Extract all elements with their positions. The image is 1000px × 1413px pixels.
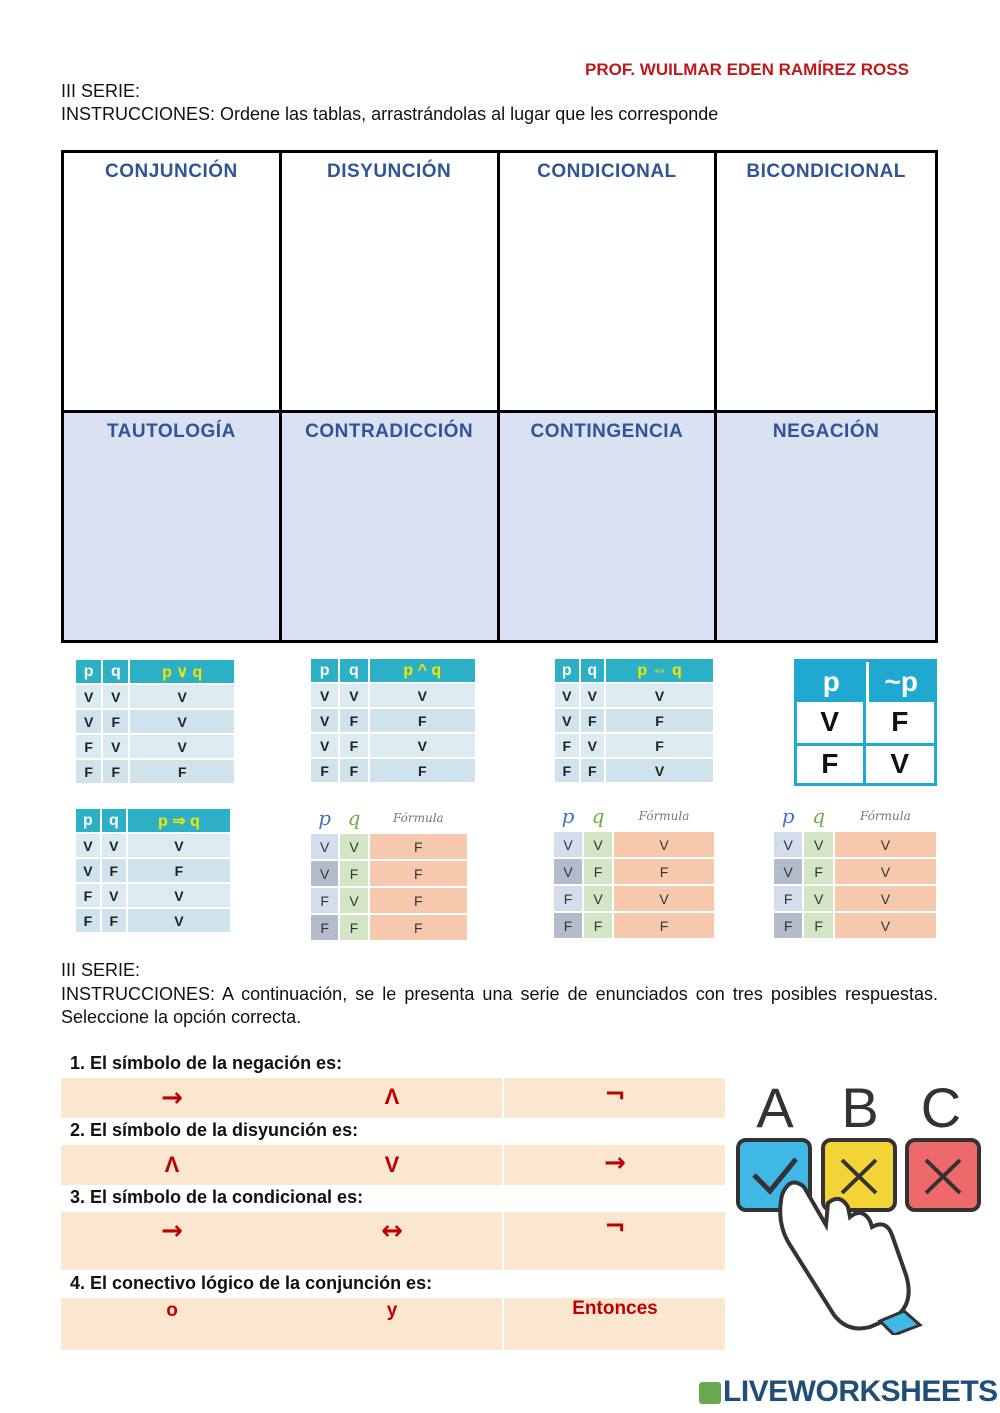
table-cell: V <box>103 685 128 708</box>
table-cell: V <box>311 709 338 732</box>
table-cell: F <box>340 709 367 732</box>
table-cell: F <box>76 909 100 932</box>
table-cell: F <box>581 759 605 782</box>
neg-cell: F <box>797 743 866 784</box>
drop-zone-contingencia[interactable] <box>500 413 718 640</box>
table-cell: V <box>606 759 713 782</box>
table-cell: F <box>311 915 338 940</box>
table-cell: F <box>370 861 467 886</box>
table-cell: V <box>614 832 714 857</box>
abc-choice-illustration <box>730 1075 992 1335</box>
table-cell: V <box>340 888 367 913</box>
option-b[interactable]: Λ <box>384 1084 400 1109</box>
drop-zone-label: DISYUNCIÓN <box>326 161 452 182</box>
letter-b: B <box>841 1076 879 1139</box>
table-cell: V <box>584 886 612 911</box>
table-cell: V <box>555 684 579 707</box>
draggable-table-disjunction[interactable] <box>74 658 236 785</box>
table-header: p ⇔ q <box>606 659 713 682</box>
table-cell: F <box>340 915 367 940</box>
table-cell: V <box>835 832 936 857</box>
option-c[interactable]: → <box>604 1148 626 1178</box>
table-cell: F <box>102 909 126 932</box>
answer-row-3 <box>61 1212 725 1270</box>
draggable-table-biconditional[interactable] <box>553 657 715 784</box>
table-cell: F <box>555 759 579 782</box>
table-header: p ⇒ q <box>128 809 230 832</box>
answer-row-2 <box>61 1145 725 1185</box>
question-2: 2. El símbolo de la disyunción es: <box>70 1120 359 1140</box>
table-cell: F <box>804 913 832 938</box>
table-header: q <box>102 809 126 832</box>
table-cell: V <box>130 685 234 708</box>
table-header: p <box>555 659 579 682</box>
neg-cell: F <box>891 706 909 738</box>
table-cell: F <box>804 859 832 884</box>
table-cell: F <box>554 886 582 911</box>
table-header: q <box>812 804 826 828</box>
table-header: q <box>347 806 361 830</box>
table-cell: F <box>606 709 713 732</box>
table-cell: F <box>130 760 234 783</box>
letter-c: C <box>920 1076 962 1139</box>
table-cell: V <box>76 685 101 708</box>
table-cell: V <box>76 859 100 882</box>
table-cell: F <box>774 913 802 938</box>
drop-zone-label: CONTRADICCIÓN <box>305 421 474 442</box>
question-1: 1. El símbolo de la negación es: <box>70 1053 343 1073</box>
table-cell: F <box>76 735 101 758</box>
option-c[interactable]: ¬ <box>604 1080 626 1110</box>
brand-logo-icon <box>699 1382 721 1404</box>
table-cell: F <box>370 834 467 859</box>
neg-cell: V <box>866 743 935 784</box>
table-header: Fórmula <box>638 809 690 823</box>
table-cell: V <box>340 684 367 707</box>
table-cell: V <box>128 909 230 932</box>
table-cell: V <box>774 859 802 884</box>
table-cell: F <box>584 913 612 938</box>
table-cell: F <box>76 760 101 783</box>
table-cell: V <box>774 832 802 857</box>
table-cell: F <box>584 859 612 884</box>
option-a[interactable]: o <box>166 1300 178 1321</box>
table-cell: V <box>128 884 230 907</box>
table-cell: F <box>128 859 230 882</box>
table-cell: V <box>370 684 475 707</box>
drop-zone-label: CONTINGENCIA <box>530 421 684 442</box>
neg-header-p: p <box>797 662 866 702</box>
answer-row-1 <box>61 1078 725 1118</box>
table-cell: V <box>804 886 832 911</box>
table-cell: V <box>128 834 230 857</box>
drop-zone-label: NEGACIÓN <box>772 421 880 442</box>
drop-zone-label: CONJUNCIÓN <box>105 161 238 182</box>
option-b[interactable]: ↔ <box>381 1216 403 1246</box>
table-cell: V <box>581 684 605 707</box>
brand-logo[interactable] <box>699 1375 998 1409</box>
table-cell: V <box>311 834 338 859</box>
serie-label-1: III SERIE: <box>61 81 141 101</box>
option-a[interactable]: Λ <box>164 1152 180 1177</box>
table-cell: F <box>370 709 475 732</box>
serie-label-2: III SERIE: <box>61 960 141 980</box>
table-cell: V <box>130 735 234 758</box>
table-cell: V <box>311 734 338 757</box>
drop-zone-tautologia[interactable] <box>64 413 282 640</box>
table-header: Fórmula <box>392 811 444 825</box>
table-cell: F <box>340 734 367 757</box>
question-3: 3. El símbolo de la condicional es: <box>70 1187 364 1207</box>
draggable-table-formula-2[interactable] <box>552 800 716 940</box>
table-cell: F <box>103 760 128 783</box>
table-cell: F <box>76 884 100 907</box>
option-b[interactable]: V <box>384 1152 400 1177</box>
table-header: p <box>311 659 338 682</box>
option-c[interactable]: ¬ <box>604 1212 626 1242</box>
table-cell: V <box>584 832 612 857</box>
option-b[interactable]: y <box>386 1300 398 1321</box>
neg-header-notp: ~p <box>866 662 935 702</box>
table-cell: F <box>370 888 467 913</box>
table-cell: V <box>581 734 605 757</box>
table-header: q <box>591 804 605 828</box>
table-header: p <box>318 806 332 830</box>
table-cell: F <box>581 709 605 732</box>
table-cell: V <box>614 886 714 911</box>
table-cell: F <box>103 710 128 733</box>
table-cell: V <box>606 684 713 707</box>
table-header: p <box>781 804 795 828</box>
table-header: p <box>76 660 101 683</box>
table-cell: F <box>370 915 467 940</box>
answer-row-4 <box>61 1298 725 1350</box>
table-header: p ∨ q <box>130 660 234 683</box>
table-cell: F <box>370 759 475 782</box>
option-a[interactable]: → <box>161 1216 183 1246</box>
letter-a: A <box>756 1076 794 1139</box>
table-cell: V <box>835 859 936 884</box>
table-cell: V <box>370 734 475 757</box>
drop-zone-bicondicional[interactable] <box>717 153 935 413</box>
table-cell: V <box>103 735 128 758</box>
instructions-1: INSTRUCCIONES: Ordene las tablas, arrastrándolas al lugar que les corresponde <box>61 104 719 124</box>
table-cell: V <box>554 859 582 884</box>
table-cell: F <box>606 734 713 757</box>
table-cell: V <box>835 886 936 911</box>
table-cell: V <box>76 710 101 733</box>
table-header: p <box>561 804 575 828</box>
table-cell: V <box>554 832 582 857</box>
draggable-table-conjunction[interactable] <box>309 657 477 784</box>
table-cell: V <box>835 913 936 938</box>
table-cell: F <box>554 913 582 938</box>
drop-zone-disyuncion[interactable] <box>282 153 500 413</box>
table-cell: F <box>311 759 338 782</box>
table-cell: F <box>340 759 367 782</box>
table-cell: V <box>102 884 126 907</box>
table-header: q <box>103 660 128 683</box>
drop-zone-contradiccion[interactable] <box>282 413 500 640</box>
drop-zone-condicional[interactable] <box>500 153 718 413</box>
drop-zone-label: TAUTOLOGÍA <box>106 421 236 442</box>
drop-zone-negacion[interactable] <box>717 413 935 640</box>
draggable-table-negation[interactable] <box>794 659 937 786</box>
table-header: q <box>581 659 605 682</box>
table-cell: V <box>311 861 338 886</box>
table-header: q <box>340 659 367 682</box>
option-a[interactable]: → <box>161 1083 183 1113</box>
table-cell: F <box>614 859 714 884</box>
table-cell: F <box>311 888 338 913</box>
table-header: p ^ q <box>370 659 475 682</box>
question-4: 4. El conectivo lógico de la conjunción es: <box>70 1273 433 1293</box>
table-cell: V <box>555 709 579 732</box>
table-cell: V <box>311 684 338 707</box>
table-header: Fórmula <box>860 809 911 823</box>
table-cell: V <box>130 710 234 733</box>
table-cell: V <box>804 832 832 857</box>
draggable-table-formula-3[interactable] <box>772 800 938 940</box>
drop-grid <box>61 150 938 643</box>
table-cell: F <box>340 861 367 886</box>
drop-zone-label: BICONDICIONAL <box>746 161 906 182</box>
table-cell: F <box>555 734 579 757</box>
drop-zone-label: CONDICIONAL <box>537 161 677 182</box>
table-cell: F <box>102 859 126 882</box>
table-cell: V <box>76 834 100 857</box>
table-cell: F <box>774 886 802 911</box>
table-cell: V <box>102 834 126 857</box>
instructions-2: INSTRUCCIONES: A continuación, se le presenta una serie de enunciados con tres posibles respuestas. Seleccione la opción correcta. <box>61 984 938 1027</box>
table-cell: V <box>340 834 367 859</box>
draggable-table-conditional[interactable] <box>74 807 232 934</box>
draggable-table-formula-1[interactable] <box>309 802 469 942</box>
table-header: p <box>76 809 100 832</box>
table-cell: F <box>614 913 714 938</box>
option-c[interactable]: Entonces <box>572 1298 658 1319</box>
drop-zone-conjuncion[interactable] <box>64 153 282 413</box>
neg-cell: V <box>797 702 866 743</box>
brand-name: LIVEWORKSHEETS <box>723 1375 998 1408</box>
author-name: PROF. WUILMAR EDEN RAMÍREZ ROSS <box>585 60 909 79</box>
